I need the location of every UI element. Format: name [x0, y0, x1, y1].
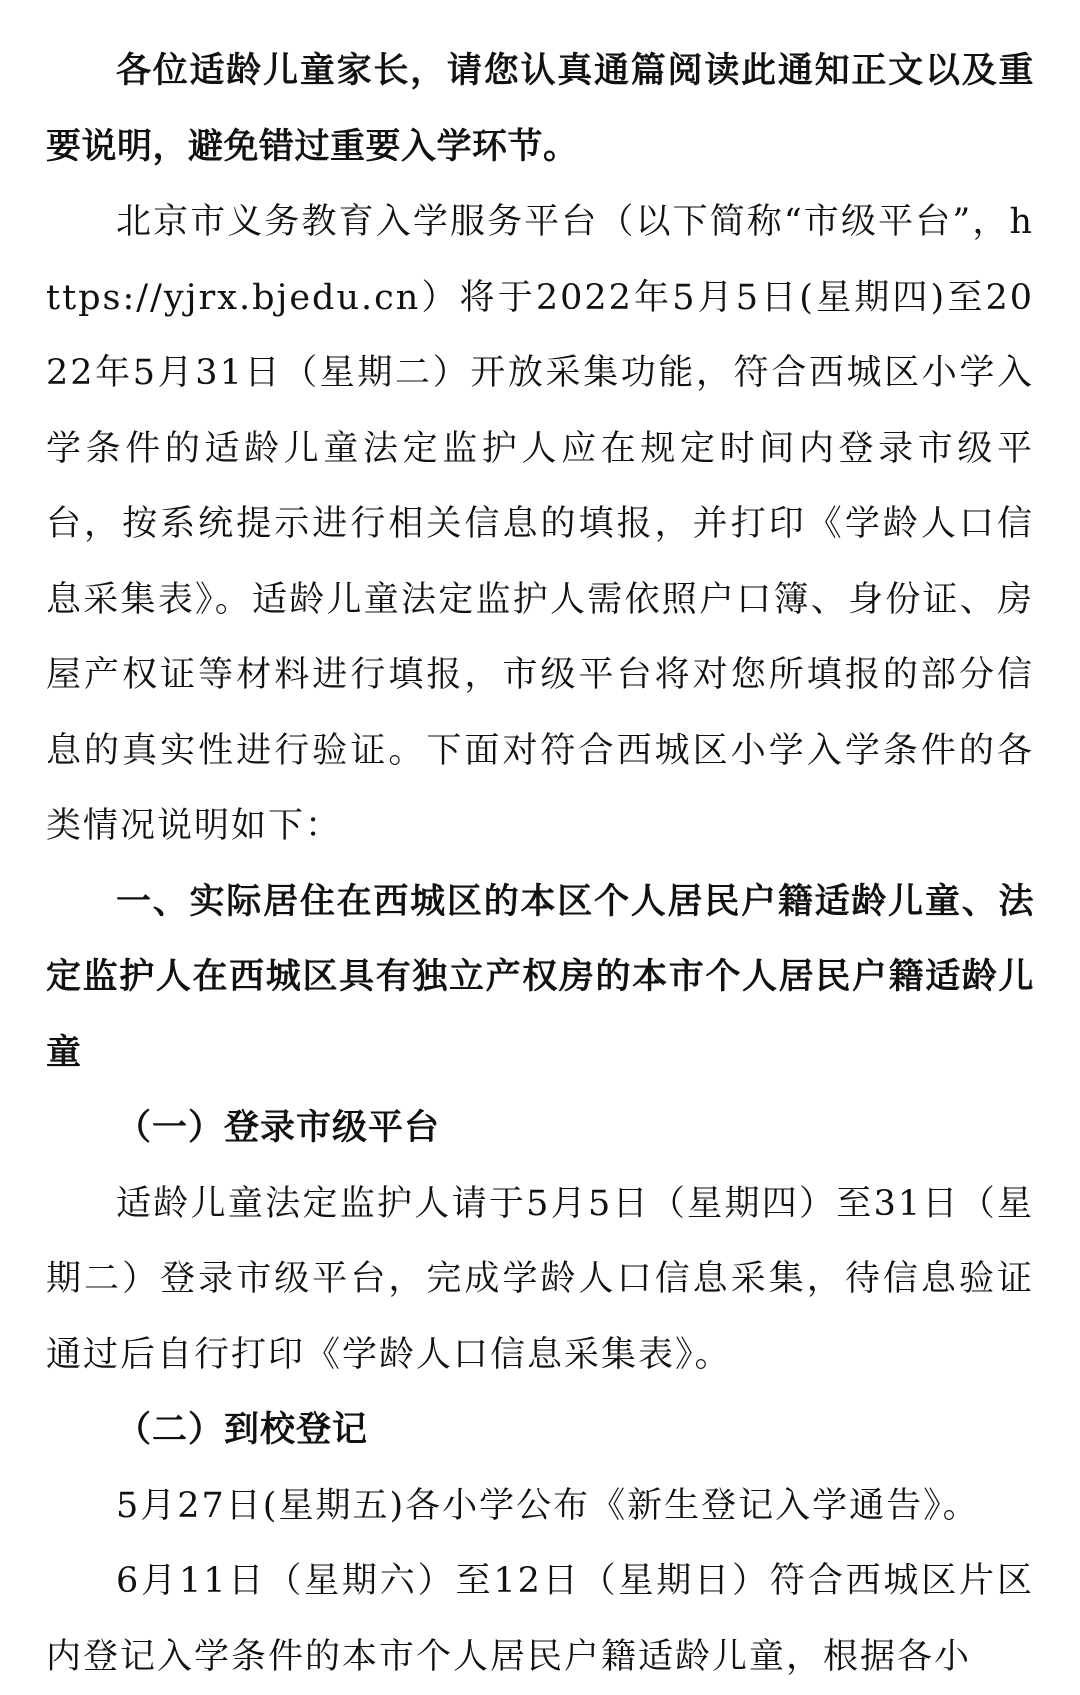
- subsection-login-text: 适龄儿童法定监护人请于5月5日（星期四）至31日（星期二）登录市级平台，完成学龄人口信息采集，待信息验证通过后自行打印《学龄人口信息采集表》。: [46, 1183, 1034, 1375]
- registration-dates-text: 6月11日（星期六）至12日（星期日）符合西城区片区内登记入学条件的本市个人居民户籍适龄儿童，根据各小: [46, 1561, 1034, 1677]
- subsection-login-heading: （一）登录市级平台: [116, 1108, 441, 1148]
- subsection-registration-heading: （二）到校登记: [116, 1410, 369, 1450]
- section-one-heading: 一、实际居住在西城区的本区个人居民户籍适龄儿童、法定监护人在西城区具有独立产权房的本市个人居民户籍适龄儿童: [46, 881, 1034, 1073]
- intro-paragraph: 各位适龄儿童家长，请您认真通篇阅读此通知正文以及重要说明，避免错过重要入学环节。: [46, 51, 1034, 167]
- platform-paragraph: 北京市义务教育入学服务平台（以下简称“市级平台”，https://yjrx.bjedu.cn）将于2022年5月5日(星期四)至2022年5月31日（星期二）开放采集功能，符合西城区小学入学条件的适龄儿童法定监护人应在规定时间内登录市级平台，按系统提示进行相关信息的填报，并打印《学龄人口信息采集表》。适龄儿童法定监护人需依照户口簿、身份证、房屋产权证等材料进行填报，市级平台将对您所填报的部分信息的真实性进行验证。下面对符合西城区小学入学条件的各类情况说明如下：: [46, 202, 1034, 846]
- registration-notice-text: 5月27日(星期五)各小学公布《新生登记入学通告》。: [116, 1485, 980, 1526]
